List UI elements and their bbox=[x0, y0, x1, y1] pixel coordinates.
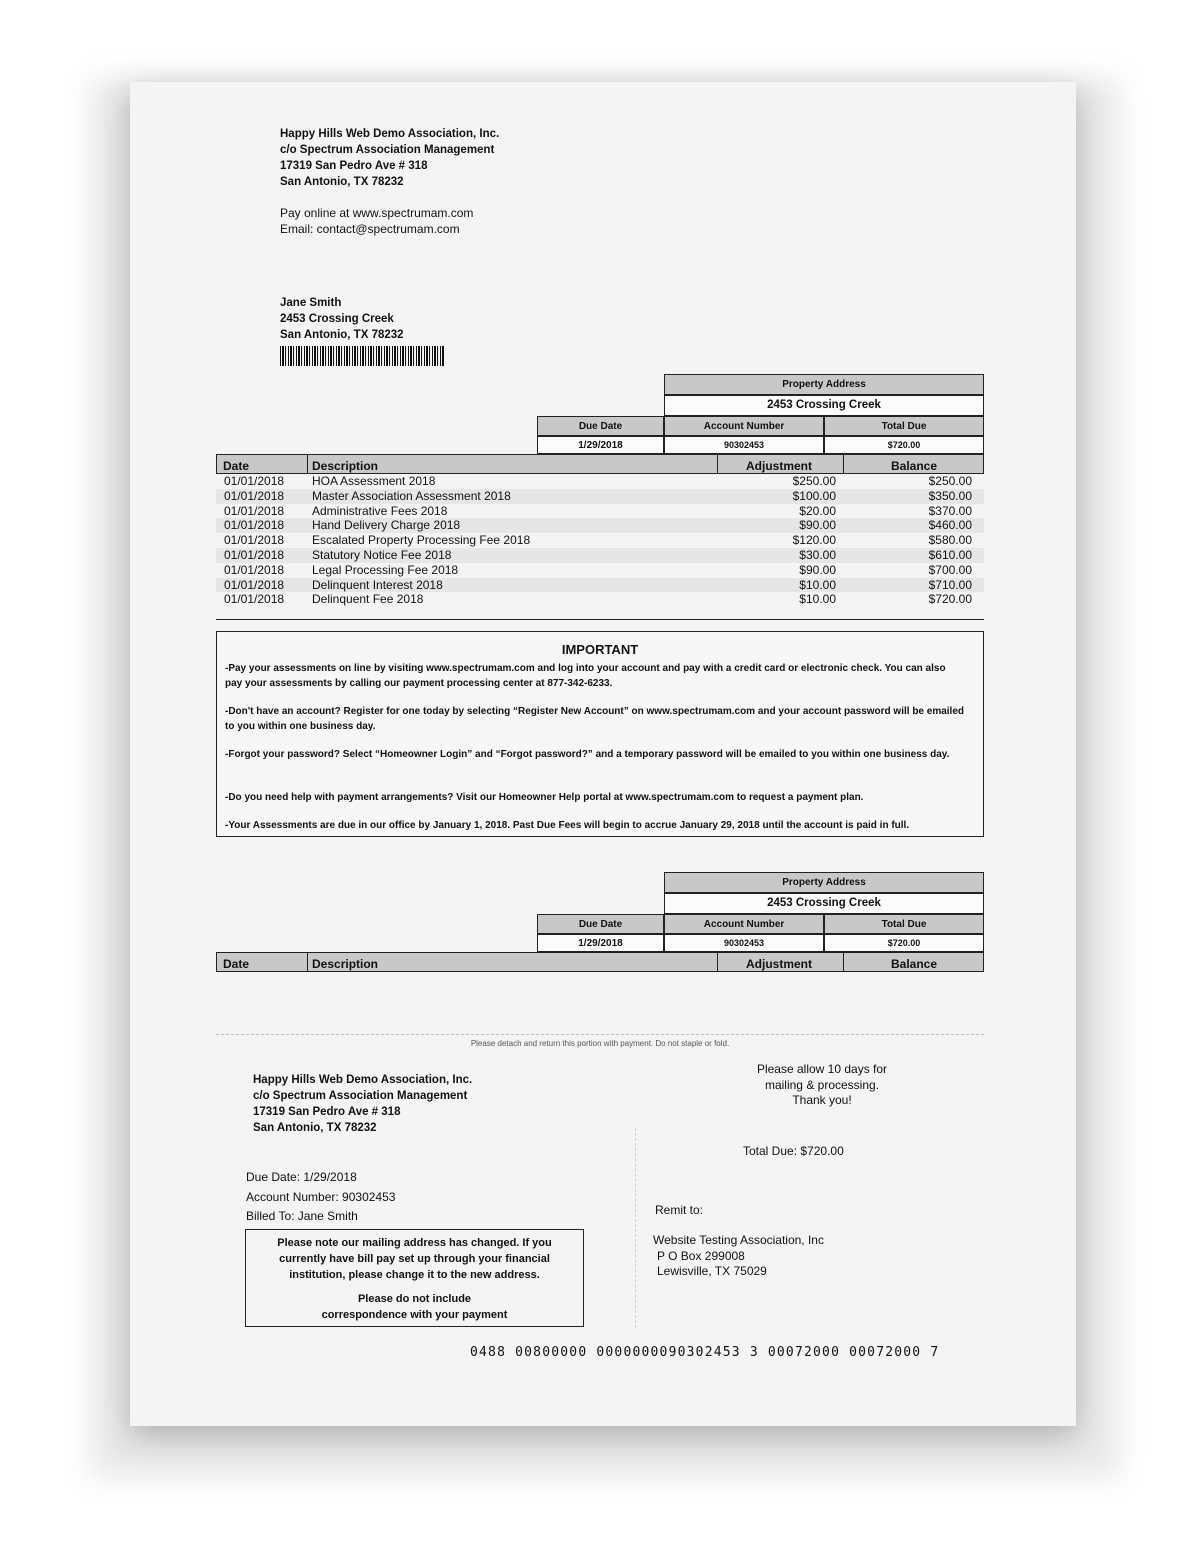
processing-line: Thank you! bbox=[792, 1093, 852, 1107]
ledger-row bbox=[216, 563, 984, 578]
row-balance: $370.00 bbox=[928, 503, 972, 518]
row-balance: $460.00 bbox=[928, 518, 972, 533]
row-date: 01/01/2018 bbox=[224, 503, 285, 518]
micr-scanline: 0488 00800000 0000000090302453 3 00072000 00072000 7 bbox=[470, 1345, 940, 1360]
row-description: Legal Processing Fee 2018 bbox=[312, 562, 459, 577]
sender-street: 17319 San Pedro Ave # 318 bbox=[253, 1106, 401, 1118]
notice-line: Please note our mailing address has changed. If you bbox=[277, 1237, 552, 1249]
row-date: 01/01/2018 bbox=[224, 488, 285, 503]
total-due-value: $720.00 bbox=[824, 934, 984, 952]
sender-street: 17319 San Pedro Ave # 318 bbox=[280, 160, 428, 172]
ledger-divider bbox=[216, 619, 984, 620]
col-separator bbox=[307, 454, 308, 474]
ledger-row bbox=[216, 533, 984, 548]
row-description: HOA Assessment 2018 bbox=[312, 474, 436, 488]
sender-name: Happy Hills Web Demo Association, Inc. bbox=[280, 128, 500, 140]
ledger-header bbox=[216, 952, 984, 972]
sender-contact bbox=[280, 205, 473, 237]
col-separator bbox=[717, 952, 718, 972]
ledger-row bbox=[216, 592, 984, 607]
ledger-row bbox=[216, 518, 984, 533]
row-date: 01/01/2018 bbox=[224, 592, 285, 607]
row-adjustment: $10.00 bbox=[799, 592, 836, 607]
due-date-header: Due Date bbox=[537, 416, 664, 436]
coupon-sender-address bbox=[253, 1072, 472, 1136]
col-separator bbox=[307, 952, 308, 972]
ledger-rows bbox=[216, 474, 984, 607]
row-balance: $710.00 bbox=[928, 577, 972, 592]
recipient-address bbox=[280, 295, 404, 343]
row-balance: $580.00 bbox=[928, 533, 972, 548]
row-date: 01/01/2018 bbox=[224, 562, 285, 577]
property-address-value: 2453 Crossing Creek bbox=[664, 893, 984, 914]
due-date-value: 1/29/2018 bbox=[537, 934, 664, 952]
row-adjustment: $20.00 bbox=[799, 503, 836, 518]
coupon-billed-to: Billed To: Jane Smith bbox=[246, 1209, 358, 1223]
coupon-account-info bbox=[246, 1168, 395, 1227]
remit-city: Lewisville, TX 75029 bbox=[657, 1264, 767, 1278]
remit-name: Website Testing Association, Inc bbox=[653, 1233, 824, 1247]
account-number-header: Account Number bbox=[664, 416, 824, 436]
detach-line bbox=[216, 1034, 984, 1035]
account-number-value: 90302453 bbox=[664, 934, 824, 952]
ledger-row bbox=[216, 489, 984, 504]
processing-note bbox=[722, 1062, 922, 1109]
pay-online-text: Pay online at www.spectrumam.com bbox=[280, 206, 474, 220]
remit-box: P O Box 299008 bbox=[657, 1248, 745, 1263]
notice-line: institution, please change it to the new address. bbox=[289, 1269, 540, 1281]
row-date: 01/01/2018 bbox=[224, 518, 285, 533]
property-address-header: Property Address bbox=[664, 872, 984, 893]
coupon-account-number: Account Number: 90302453 bbox=[246, 1189, 396, 1204]
recipient-street: 2453 Crossing Creek bbox=[280, 313, 394, 325]
ledger-row bbox=[216, 548, 984, 563]
col-adjustment: Adjustment bbox=[746, 459, 812, 473]
total-due-header: Total Due bbox=[824, 416, 984, 436]
sender-care-of: c/o Spectrum Association Management bbox=[280, 144, 495, 156]
col-separator bbox=[843, 454, 844, 474]
row-balance: $610.00 bbox=[928, 547, 972, 562]
row-description: Escalated Property Processing Fee 2018 bbox=[312, 533, 531, 548]
important-payment-help: -Do you need help with payment arrangements? Visit our Homeowner Help portal at www.spectrumam.com to request a payment plan. bbox=[225, 792, 864, 803]
col-description: Description bbox=[312, 459, 379, 473]
processing-line: mailing & processing. bbox=[764, 1077, 880, 1092]
coupon-divider bbox=[635, 1128, 636, 1328]
total-due-value: $720.00 bbox=[824, 436, 984, 454]
recipient-name: Jane Smith bbox=[280, 297, 342, 309]
row-adjustment: $120.00 bbox=[792, 533, 836, 548]
remit-address bbox=[653, 1233, 824, 1280]
row-balance: $700.00 bbox=[928, 562, 972, 577]
row-date: 01/01/2018 bbox=[224, 577, 285, 592]
sender-care-of: c/o Spectrum Association Management bbox=[253, 1090, 468, 1102]
detach-note: Please detach and return this portion with payment. Do not staple or fold. bbox=[470, 1039, 730, 1048]
important-box bbox=[216, 631, 984, 837]
ledger-row bbox=[216, 578, 984, 593]
row-description: Delinquent Interest 2018 bbox=[312, 577, 443, 592]
ledger-row bbox=[216, 474, 984, 489]
notice-line: Please do not include bbox=[357, 1293, 472, 1305]
notice-line: currently have bill pay set up through your financial bbox=[279, 1253, 550, 1265]
col-date: Date bbox=[223, 957, 250, 971]
important-forgot-password: -Forgot your password? Select “Homeowner Login” and “Forgot password?” and a temporary password will be emailed to you within one business day. bbox=[225, 749, 950, 760]
col-date: Date bbox=[223, 459, 250, 473]
remit-label: Remit to: bbox=[655, 1203, 704, 1217]
account-number-header: Account Number bbox=[664, 914, 824, 934]
row-balance: $250.00 bbox=[928, 474, 972, 488]
email-text: Email: contact@spectrumam.com bbox=[280, 222, 460, 236]
col-balance: Balance bbox=[891, 957, 938, 971]
row-description: Delinquent Fee 2018 bbox=[312, 592, 424, 607]
col-separator bbox=[843, 952, 844, 972]
sender-city: San Antonio, TX 78232 bbox=[280, 176, 404, 188]
row-adjustment: $90.00 bbox=[799, 518, 836, 533]
sender-address bbox=[280, 126, 499, 190]
sender-city: San Antonio, TX 78232 bbox=[253, 1122, 377, 1134]
row-description: Statutory Notice Fee 2018 bbox=[312, 547, 452, 562]
important-register: -Don't have an account? Register for one today by selecting “Register New Account” on www.spectrumam.com and your account password will be emailed to you within one business day. bbox=[225, 706, 965, 732]
row-description: Hand Delivery Charge 2018 bbox=[312, 518, 461, 533]
sender-name: Happy Hills Web Demo Association, Inc. bbox=[253, 1074, 473, 1086]
property-address-header: Property Address bbox=[664, 374, 984, 395]
address-change-notice bbox=[245, 1229, 584, 1327]
row-balance: $720.00 bbox=[928, 592, 972, 607]
processing-line: Please allow 10 days for bbox=[756, 1062, 888, 1076]
row-date: 01/01/2018 bbox=[224, 533, 285, 548]
recipient-city: San Antonio, TX 78232 bbox=[280, 329, 404, 341]
important-due-notice: -Your Assessments are due in our office by January 1, 2018. Past Due Fees will begin to accrue January 29, 2018 until the account is paid in full. bbox=[225, 820, 910, 831]
row-description: Administrative Fees 2018 bbox=[312, 503, 448, 518]
col-separator bbox=[717, 454, 718, 474]
row-date: 01/01/2018 bbox=[224, 474, 285, 488]
col-description: Description bbox=[312, 957, 379, 971]
col-adjustment: Adjustment bbox=[746, 957, 812, 971]
due-date-value: 1/29/2018 bbox=[537, 436, 664, 454]
row-adjustment: $90.00 bbox=[799, 562, 836, 577]
row-adjustment: $250.00 bbox=[792, 474, 836, 488]
coupon-total-due: Total Due: $720.00 bbox=[743, 1144, 844, 1158]
important-online-payment: -Pay your assessments on line by visiting www.spectrumam.com and log into your account and pay with a credit card or electronic check. You can also pay your assessments by calling our payment processing center at 877-342-6233. bbox=[225, 663, 946, 689]
row-date: 01/01/2018 bbox=[224, 547, 285, 562]
row-adjustment: $100.00 bbox=[792, 488, 836, 503]
property-address-value: 2453 Crossing Creek bbox=[664, 395, 984, 416]
postal-barcode bbox=[280, 346, 444, 366]
ledger-header bbox=[216, 454, 984, 474]
row-adjustment: $10.00 bbox=[799, 577, 836, 592]
statement-page bbox=[130, 82, 1076, 1426]
row-balance: $350.00 bbox=[928, 488, 972, 503]
row-description: Master Association Assessment 2018 bbox=[312, 488, 511, 503]
col-balance: Balance bbox=[891, 459, 938, 473]
row-adjustment: $30.00 bbox=[799, 547, 836, 562]
notice-line: correspondence with your payment bbox=[321, 1309, 508, 1321]
account-number-value: 90302453 bbox=[664, 436, 824, 454]
total-due-header: Total Due bbox=[824, 914, 984, 934]
coupon-due-date: Due Date: 1/29/2018 bbox=[246, 1170, 357, 1184]
important-title: IMPORTANT bbox=[561, 642, 639, 657]
due-date-header: Due Date bbox=[537, 914, 664, 934]
ledger-row bbox=[216, 504, 984, 519]
